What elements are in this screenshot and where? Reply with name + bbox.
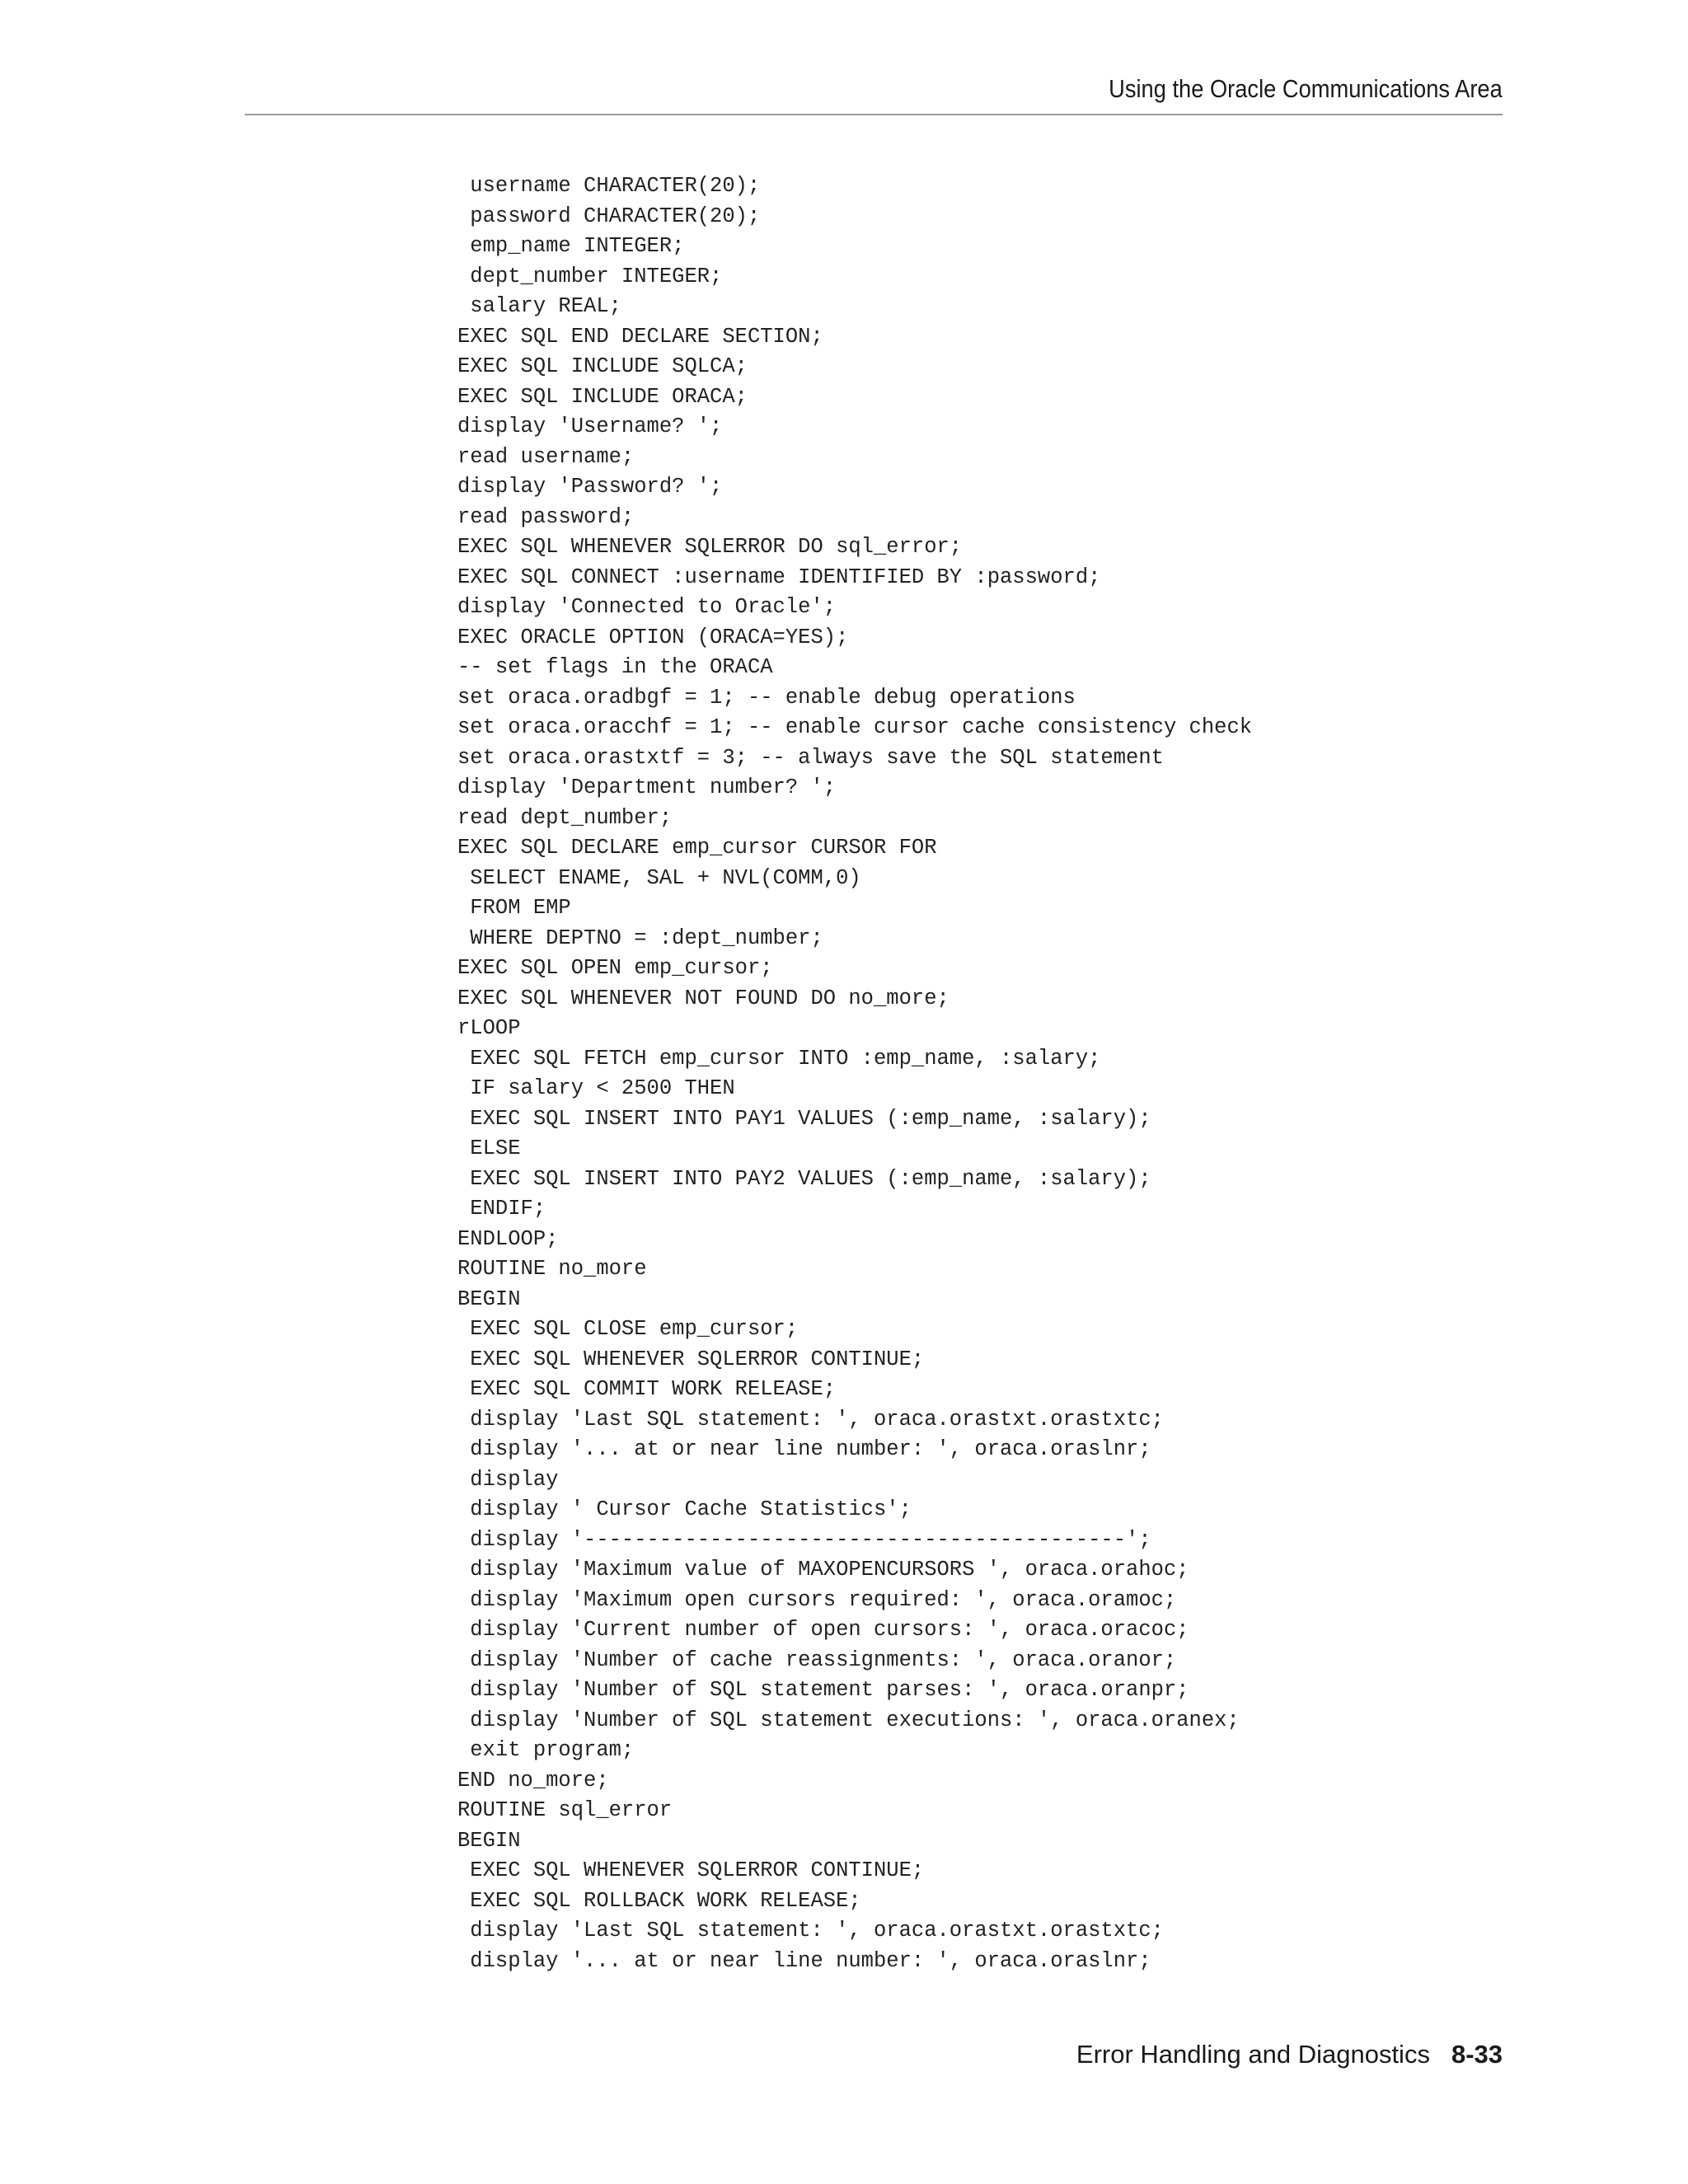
code-line: display 'Number of SQL statement parses: ', oraca.oranpr; <box>457 1678 1189 1702</box>
code-line: password CHARACTER(20); <box>457 204 761 228</box>
code-line: display 'Department number? '; <box>457 776 837 799</box>
code-line: set oraca.orastxtf = 3; -- always save the SQL statement <box>457 745 1164 770</box>
code-line: display 'Maximum open cursors required: ', oraca.oramoc; <box>457 1587 1177 1612</box>
code-line: display 'Current number of open cursors: ', oraca.oracoc; <box>457 1618 1189 1642</box>
code-line: display 'Last SQL statement: ', oraca.orastxt.orastxtc; <box>457 1919 1164 1943</box>
code-line: EXEC SQL COMMIT WORK RELEASE; <box>457 1377 837 1401</box>
code-line: display 'Maximum value of MAXOPENCURSORS ', oraca.orahoc; <box>457 1558 1189 1582</box>
code-line: END no_more; <box>457 1768 609 1793</box>
code-line: set oraca.oracchf = 1; -- enable cursor cache consistency check <box>457 715 1253 739</box>
code-line: BEGIN <box>457 1286 521 1311</box>
code-line: display 'Last SQL statement: ', oraca.orastxt.orastxtc; <box>457 1407 1164 1432</box>
code-line: rLOOP <box>457 1016 521 1040</box>
code-line: display 'Connected to Oracle'; <box>457 595 837 619</box>
code-line: EXEC SQL WHENEVER NOT FOUND DO no_more; <box>457 986 950 1010</box>
code-line: SELECT ENAME, SAL + NVL(COMM,0) <box>457 865 861 890</box>
code-line: display 'Number of cache reassignments: ', oraca.oranor; <box>457 1647 1177 1672</box>
code-line: display <box>457 1467 559 1492</box>
code-line: EXEC SQL CONNECT :username IDENTIFIED BY :password; <box>457 565 1101 589</box>
code-line: EXEC SQL CLOSE emp_cursor; <box>457 1317 799 1341</box>
code-line: display ' Cursor Cache Statistics'; <box>457 1497 912 1521</box>
code-line: set oraca.oradbgf = 1; -- enable debug operations <box>457 685 1076 710</box>
running-footer <box>1076 2040 1503 2069</box>
code-line: username CHARACTER(20); <box>457 174 761 198</box>
code-line: EXEC SQL OPEN emp_cursor; <box>457 956 773 980</box>
code-line: EXEC SQL INCLUDE SQLCA; <box>457 354 748 378</box>
code-line: ROUTINE sql_error <box>457 1798 673 1822</box>
code-line: EXEC ORACLE OPTION (ORACA=YES); <box>457 625 849 649</box>
code-line: EXEC SQL WHENEVER SQLERROR DO sql_error; <box>457 535 963 559</box>
code-line: BEGIN <box>457 1828 521 1853</box>
code-line: IF salary < 2500 THEN <box>457 1076 735 1100</box>
code-line: FROM EMP <box>457 896 571 920</box>
code-line: EXEC SQL WHENEVER SQLERROR CONTINUE; <box>457 1858 925 1882</box>
code-line: ENDIF; <box>457 1197 546 1221</box>
code-line: display 'Username? '; <box>457 415 723 438</box>
code-line: EXEC SQL WHENEVER SQLERROR CONTINUE; <box>457 1347 925 1371</box>
code-line: EXEC SQL FETCH emp_cursor INTO :emp_name, :salary; <box>457 1046 1101 1071</box>
code-line: dept_number INTEGER; <box>457 264 723 288</box>
code-line: WHERE DEPTNO = :dept_number; <box>457 926 823 950</box>
code-line: EXEC SQL INSERT INTO PAY2 VALUES (:emp_name, :salary); <box>457 1166 1151 1191</box>
page-number: 8-33 <box>1451 2040 1503 2069</box>
code-line: EXEC SQL END DECLARE SECTION; <box>457 324 823 349</box>
code-line: display 'Number of SQL statement executions: ', oraca.oranex; <box>457 1708 1240 1732</box>
code-line: display '-------------------------------------------'; <box>457 1527 1151 1552</box>
header-divider <box>245 114 1503 115</box>
code-line: display '... at or near line number: ', oraca.oraslnr; <box>457 1437 1151 1461</box>
code-listing <box>457 171 1252 1976</box>
code-line: read username; <box>457 444 635 469</box>
code-line: EXEC SQL DECLARE emp_cursor CURSOR FOR <box>457 836 937 860</box>
running-header-title: Using the Oracle Communications Area <box>1109 74 1503 103</box>
code-line: EXEC SQL INCLUDE ORACA; <box>457 384 748 409</box>
code-line: EXEC SQL ROLLBACK WORK RELEASE; <box>457 1888 861 1913</box>
code-line: ENDLOOP; <box>457 1226 559 1251</box>
code-line: -- set flags in the ORACA <box>457 655 773 679</box>
code-line: display 'Password? '; <box>457 475 723 499</box>
code-line: EXEC SQL INSERT INTO PAY1 VALUES (:emp_name, :salary); <box>457 1106 1151 1131</box>
code-line: display '... at or near line number: ', oraca.oraslnr; <box>457 1948 1151 1973</box>
code-line: read password; <box>457 504 635 529</box>
code-line: ROUTINE no_more <box>457 1257 647 1281</box>
footer-section-title: Error Handling and Diagnostics <box>1076 2040 1430 2069</box>
code-line: exit program; <box>457 1738 635 1762</box>
code-line: emp_name INTEGER; <box>457 234 685 258</box>
code-line: read dept_number; <box>457 805 673 830</box>
code-line: ELSE <box>457 1137 521 1160</box>
code-line: salary REAL; <box>457 294 621 318</box>
